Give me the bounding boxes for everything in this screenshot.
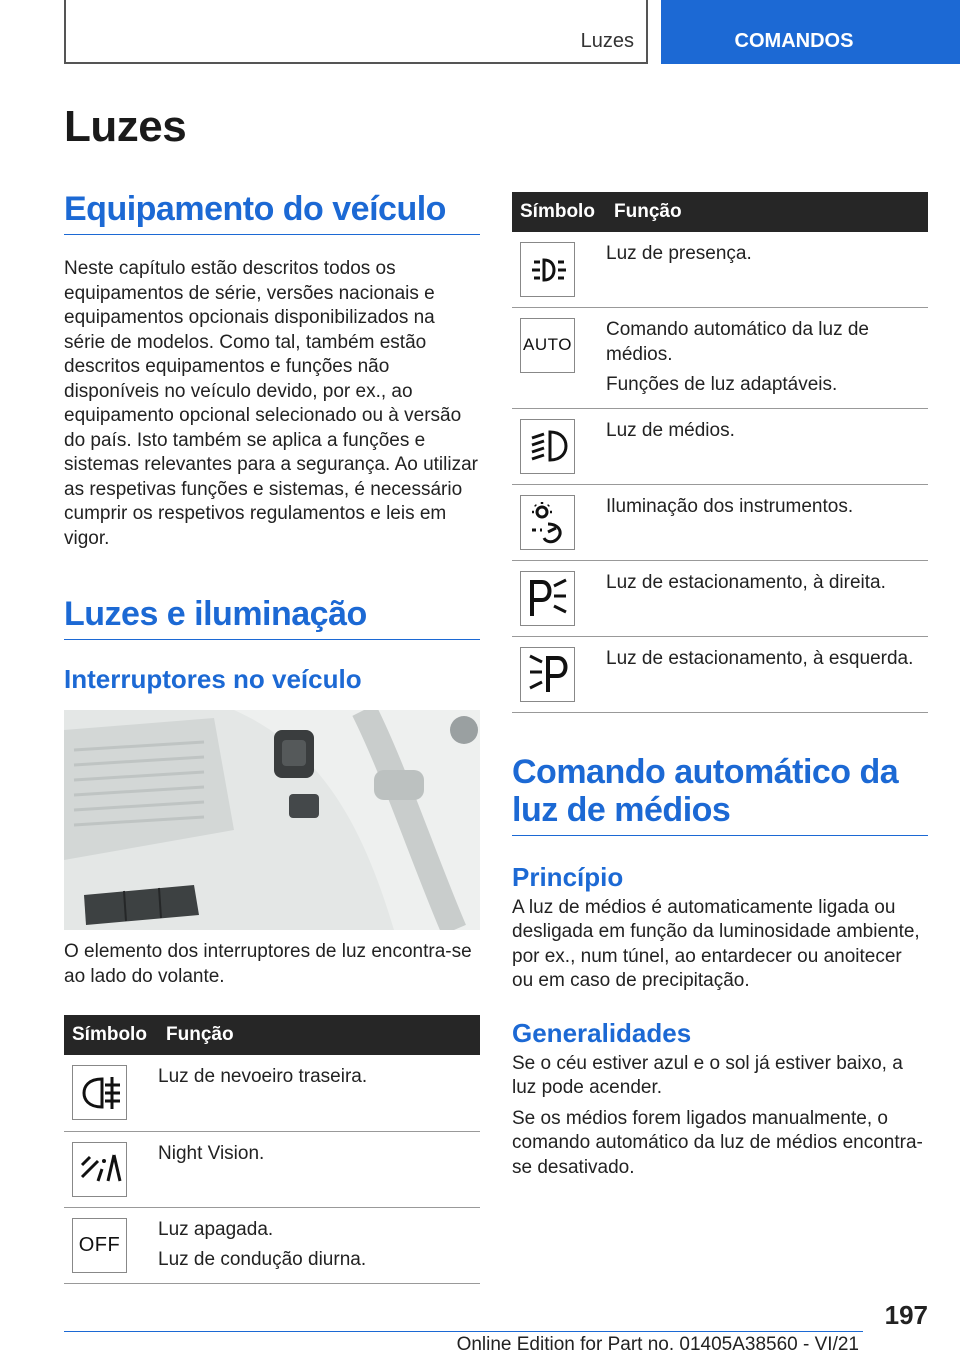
low-beam-icon: [520, 419, 575, 474]
table-row: [64, 1207, 480, 1283]
table-header-row: [64, 1015, 480, 1055]
col-function-header: Função: [606, 192, 928, 232]
col-symbol-header: Símbolo: [512, 192, 606, 232]
footer-edition-text: Online Edition for Part no. 01405A38560 - VI/21: [456, 1334, 859, 1355]
page-number: 197: [884, 1300, 928, 1330]
equipment-heading: Equipamento do veículo: [64, 190, 480, 235]
switches-heading: Interruptores no veículo: [64, 664, 362, 694]
auto-icon-text: AUTO: [523, 335, 572, 355]
col-function-header: Função: [158, 1015, 480, 1055]
principle-heading: Princípio: [512, 861, 624, 892]
function-text: Luz de presença.: [606, 243, 752, 264]
function-text: Luz de condução diurna.: [158, 1249, 367, 1270]
off-icon-text: OFF: [78, 1233, 121, 1256]
function-text: Luz de nevoeiro traseira.: [158, 1066, 368, 1087]
function-text: Luz de estacionamento, à esquerda.: [606, 647, 914, 669]
page-title: Luzes: [64, 102, 187, 151]
header-chapter-label: COMANDOS: [734, 30, 854, 52]
table-row: [64, 1055, 480, 1131]
function-text: Iluminação dos instrumentos.: [606, 495, 854, 517]
lights-heading: Luzes e iluminação: [64, 595, 480, 640]
function-text: Luz de estacionamento, à direita.: [606, 571, 886, 593]
general-heading: Generalidades: [512, 1017, 692, 1048]
general-text-1: Se o céu estiver azul e o sol já estiver baixo, a luz pode acender.: [512, 1052, 903, 1098]
off-icon: [72, 1218, 127, 1273]
table-row: [512, 408, 928, 484]
table-row: [512, 484, 928, 560]
footer-divider: [64, 1331, 863, 1332]
instrument-lighting-icon: [520, 495, 575, 550]
equipment-text: Neste capítulo estão descritos todos os equipamentos de série, versões nacionais e equipamentos opcionais disponibilizados na série de modelos. Como tal, também estão descritos equipamentos e funções não disponíveis no veículo devido, por ex., ao equipamento opcional selecionado ou à versão do país. Isto também se aplica a funções e sistemas relevantes para a segurança. Ao utilizar as respetivas funções e sistemas, é necessário cumprir os respetivos regulamentos e leis em vigor.: [64, 258, 478, 549]
function-text: Luz apagada.: [158, 1218, 274, 1240]
parking-light-right-icon: [520, 571, 575, 626]
switches-text: O elemento dos interruptores de luz encontra-se ao lado do volante.: [64, 941, 472, 987]
dashboard-illustration: [64, 710, 480, 930]
parking-light-icon: [520, 242, 575, 297]
header-section-tab: [64, 0, 648, 64]
table-header-row: [512, 192, 928, 232]
function-text: Comando automático da luz de médios.: [606, 319, 869, 365]
function-text: Luz de médios.: [606, 419, 735, 441]
header-chapter-tab: [661, 0, 960, 64]
parking-light-left-icon: [520, 647, 575, 702]
night-vision-icon: [72, 1142, 127, 1197]
table-row: [512, 636, 928, 712]
general-text-2: Se os médios forem ligados manualmente, o comando automático da luz de médios encontra-se desativado.: [512, 1107, 923, 1178]
left-column: [64, 190, 480, 1284]
switches-photo: [64, 710, 480, 930]
left-symbol-table: [64, 1015, 480, 1284]
col-symbol-header: Símbolo: [64, 1015, 158, 1055]
rear-fog-light-icon: [72, 1065, 127, 1120]
auto-low-beam-heading: Comando automático da luz de médios: [512, 753, 928, 836]
table-row: [512, 232, 928, 308]
right-column: [512, 192, 928, 1180]
table-row: [512, 560, 928, 636]
table-row: [512, 308, 928, 409]
function-text: Night Vision.: [158, 1142, 265, 1164]
header-section-label: Luzes: [580, 30, 634, 52]
table-row: [64, 1131, 480, 1207]
auto-icon: [520, 318, 575, 373]
principle-text: A luz de médios é automaticamente ligada ou desligada em função da luminosidade ambiente, por ex., num túnel, ao entardecer ou anoitecer ou em caso de precipitação.: [512, 896, 920, 991]
right-symbol-table: [512, 192, 928, 713]
function-text: Funções de luz adaptáveis.: [606, 374, 838, 395]
